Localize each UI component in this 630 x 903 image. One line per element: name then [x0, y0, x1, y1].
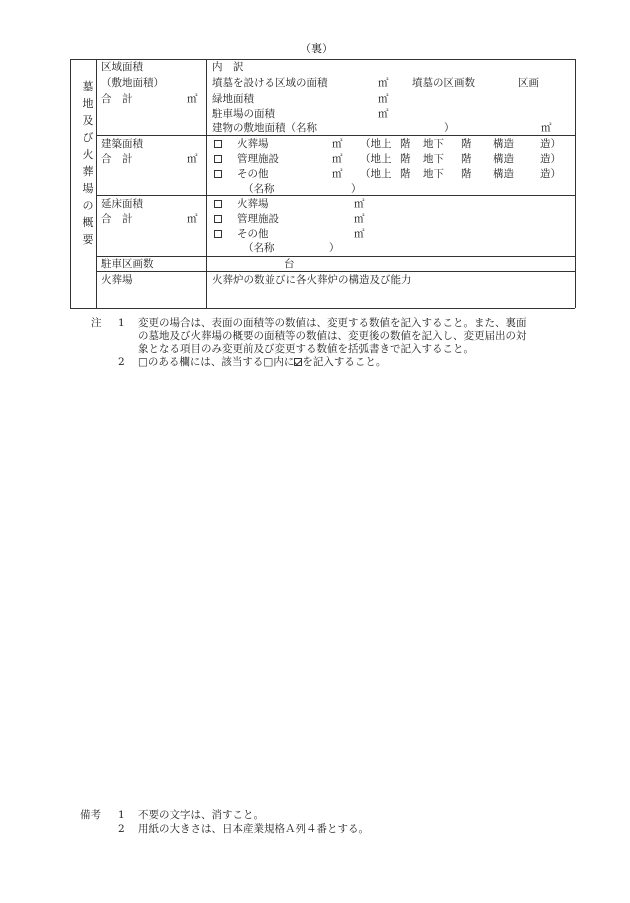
- remark-2-text: 用紙の大きさは、日本産業規格Ａ列４番とする。: [138, 823, 369, 835]
- s3-checkbox-crematorium[interactable]: [214, 200, 222, 208]
- crematorium-text: 火葬炉の数並びに各火葬炉の構造及び能力: [212, 274, 412, 286]
- remark-2-num: 2: [118, 823, 125, 835]
- s1-item-green: 緑地面積: [212, 93, 254, 105]
- s2-name-close: ）: [351, 183, 362, 195]
- s3-item-crematorium: 火葬場: [237, 198, 269, 210]
- s3-total-unit: ㎡: [187, 213, 198, 225]
- s1-item-building: 建物の敷地面積（名称: [212, 122, 317, 134]
- s1-unit-1: ㎡: [378, 77, 389, 89]
- s1-plots-label: 墳墓の区画数: [412, 77, 475, 89]
- s2-checkbox-crematorium[interactable]: [214, 140, 222, 148]
- s1-close-paren: ）: [444, 122, 455, 134]
- s2-item-crematorium: 火葬場: [237, 138, 269, 150]
- note-1-num: 1: [118, 317, 125, 329]
- s3-name-label: （名称: [243, 242, 275, 254]
- s3-name-close: ）: [329, 242, 340, 254]
- s1-label-total: 合 計: [101, 93, 133, 105]
- parking-label: 駐車区画数: [101, 258, 154, 270]
- s1-item-parking: 駐車場の面積: [212, 108, 275, 120]
- s1-item-grave-area: 墳墓を設ける区域の面積: [212, 77, 328, 89]
- s3-checkbox-management[interactable]: [214, 215, 222, 223]
- crematorium-label: 火葬場: [101, 274, 133, 286]
- s3-unit-2: ㎡: [354, 213, 365, 225]
- checked-box-icon: [294, 358, 302, 366]
- s3-item-other: その他: [237, 228, 269, 240]
- s2-item-other: その他: [237, 168, 269, 180]
- s1-label-site: （敷地面積）: [101, 77, 164, 89]
- s2-total-unit: ㎡: [187, 153, 198, 165]
- s3-item-management: 管理施設: [237, 213, 279, 225]
- s2-checkbox-management[interactable]: [214, 155, 222, 163]
- parking-unit: 台: [284, 258, 295, 270]
- s3-label-total: 合 計: [101, 213, 133, 225]
- remark-1-text: 不要の文字は、消すこと。: [138, 809, 264, 821]
- s2-name-label: （名称: [243, 183, 275, 195]
- s1-unit-3: ㎡: [378, 108, 389, 120]
- s2-label-total: 合 計: [101, 153, 133, 165]
- s3-label-area: 延床面積: [101, 198, 143, 210]
- s1-unit-2: ㎡: [378, 93, 389, 105]
- notes-label: 注: [91, 317, 102, 329]
- remark-1-num: 1: [118, 809, 125, 821]
- s2-checkbox-other[interactable]: [214, 170, 222, 178]
- s3-checkbox-other[interactable]: [214, 230, 222, 238]
- s2-label-area: 建築面積: [101, 138, 143, 150]
- note-2-text: □のある欄には、該当する□内に を記入すること。: [138, 356, 387, 368]
- note-1-text: 変更の場合は、表面の面積等の数値は、変更する数値を記入すること。また、裏面 の墓地及び火葬場の概要の面積等の数値は、変更後の数値を記入し、変更届出の対 象となる項目のみ変更前及び変更する数値を括弧書きで記入すること。: [138, 317, 527, 355]
- s2-item-management: 管理施設: [237, 153, 279, 165]
- s1-plots-unit: 区画: [518, 77, 539, 89]
- page-title: （裏）: [300, 42, 333, 55]
- remarks-label: 備考: [80, 809, 101, 821]
- s1-unit-4: ㎡: [541, 122, 552, 134]
- s1-label-area: 区域面積: [101, 61, 143, 73]
- note-2-num: 2: [118, 356, 125, 368]
- s3-unit-3: ㎡: [354, 228, 365, 240]
- s1-header: 内 訳: [212, 61, 244, 73]
- s1-total-unit: ㎡: [187, 93, 198, 105]
- s3-unit-1: ㎡: [354, 198, 365, 210]
